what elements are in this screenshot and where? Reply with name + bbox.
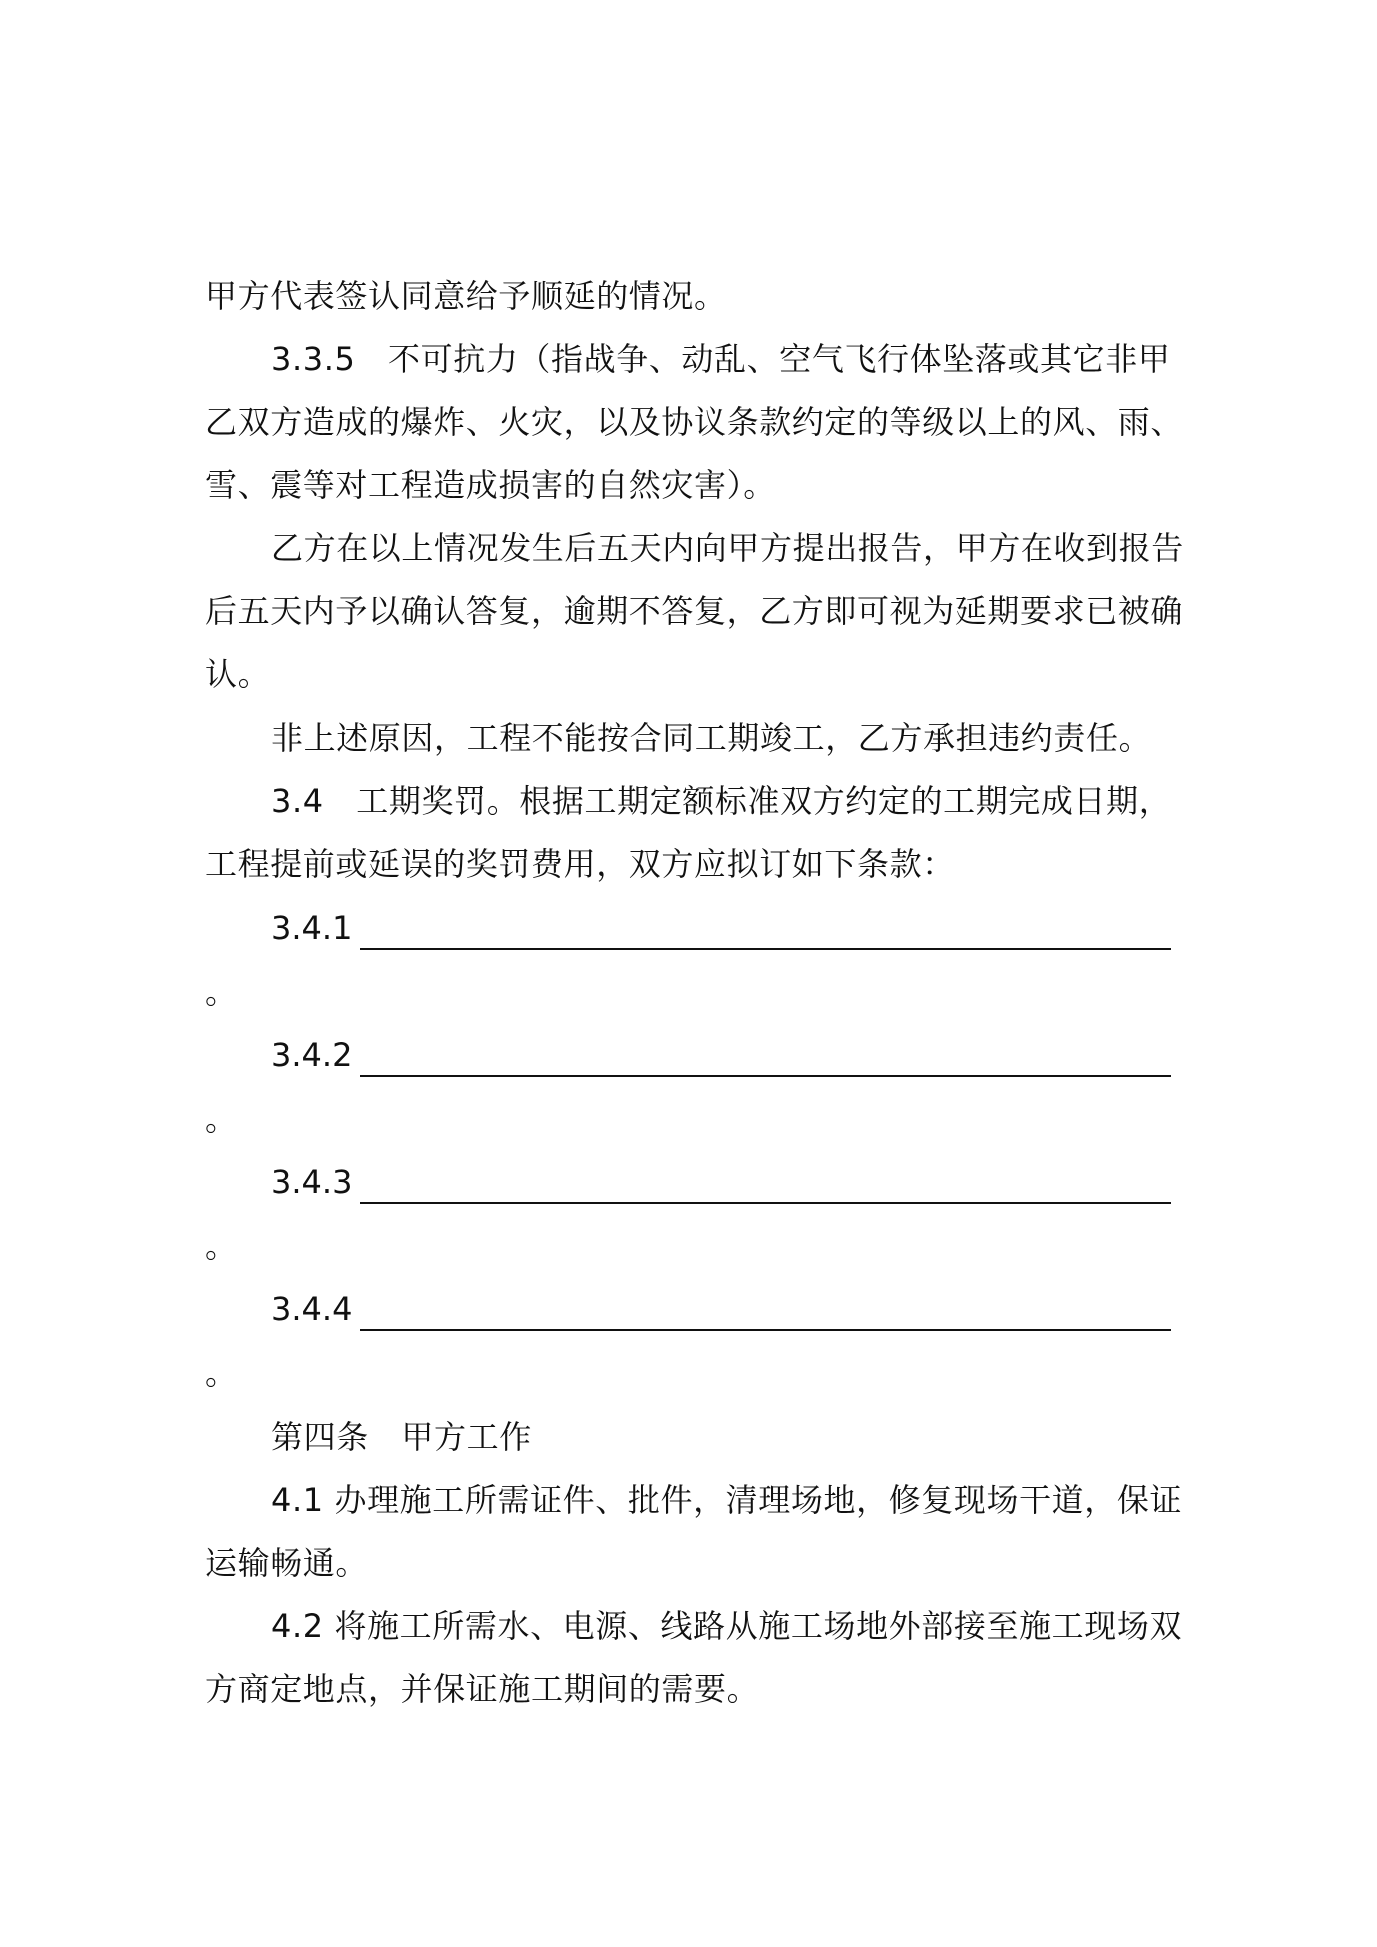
clause-4-2-line: 4.2 将施工所需水、电源、线路从施工场地外部接至施工现场双 xyxy=(271,1607,1183,1645)
blank-item-3-4-2 xyxy=(271,1035,1171,1075)
clause-3-3-5-line: 3.3.5 不可抗力（指战争、动乱、空气飞行体坠落或其它非甲 xyxy=(271,340,1171,378)
blank-item-3-4-3 xyxy=(271,1162,1171,1202)
fill-in-blank-line[interactable] xyxy=(360,1202,1171,1204)
text-line: 乙方在以上情况发生后五天内向甲方提出报告，甲方在收到报告 xyxy=(271,529,1184,567)
text-line: 后五天内予以确认答复，逾期不答复，乙方即可视为延期要求已被确 xyxy=(205,592,1184,630)
text-line: 非上述原因，工程不能按合同工期竣工，乙方承担违约责任。 xyxy=(271,719,1152,757)
blank-item-number: 3.4.1 xyxy=(271,909,353,947)
blank-item-3-4-1 xyxy=(271,908,1171,948)
section-four-heading: 第四条 甲方工作 xyxy=(271,1418,532,1456)
fill-in-blank-line[interactable] xyxy=(360,1329,1171,1331)
text-line: 方商定地点，并保证施工期间的需要。 xyxy=(205,1670,760,1708)
blank-item-number: 3.4.2 xyxy=(271,1036,353,1074)
clause-4-1-line: 4.1 办理施工所需证件、批件，清理场地，修复现场干道，保证 xyxy=(271,1481,1183,1519)
period-mark: 。 xyxy=(205,973,238,1011)
fill-in-blank-line[interactable] xyxy=(360,948,1171,950)
period-mark: 。 xyxy=(205,1100,238,1138)
text-line: 甲方代表签认同意给予顺延的情况。 xyxy=(205,277,727,315)
period-mark: 。 xyxy=(205,1227,238,1265)
period-mark: 。 xyxy=(205,1354,238,1392)
clause-3-4-line: 3.4 工期奖罚。根据工期定额标准双方约定的工期完成日期， xyxy=(271,782,1172,820)
text-line: 乙双方造成的爆炸、火灾，以及协议条款约定的等级以上的风、雨、 xyxy=(205,403,1184,441)
blank-item-number: 3.4.3 xyxy=(271,1163,353,1201)
text-line: 雪、震等对工程造成损害的自然灾害）。 xyxy=(205,466,776,504)
text-line: 认。 xyxy=(205,655,271,693)
blank-item-number: 3.4.4 xyxy=(271,1290,353,1328)
text-line: 运输畅通。 xyxy=(205,1544,369,1582)
fill-in-blank-line[interactable] xyxy=(360,1075,1171,1077)
blank-item-3-4-4 xyxy=(271,1289,1171,1329)
text-line: 工程提前或延误的奖罚费用，双方应拟订如下条款： xyxy=(205,845,955,883)
